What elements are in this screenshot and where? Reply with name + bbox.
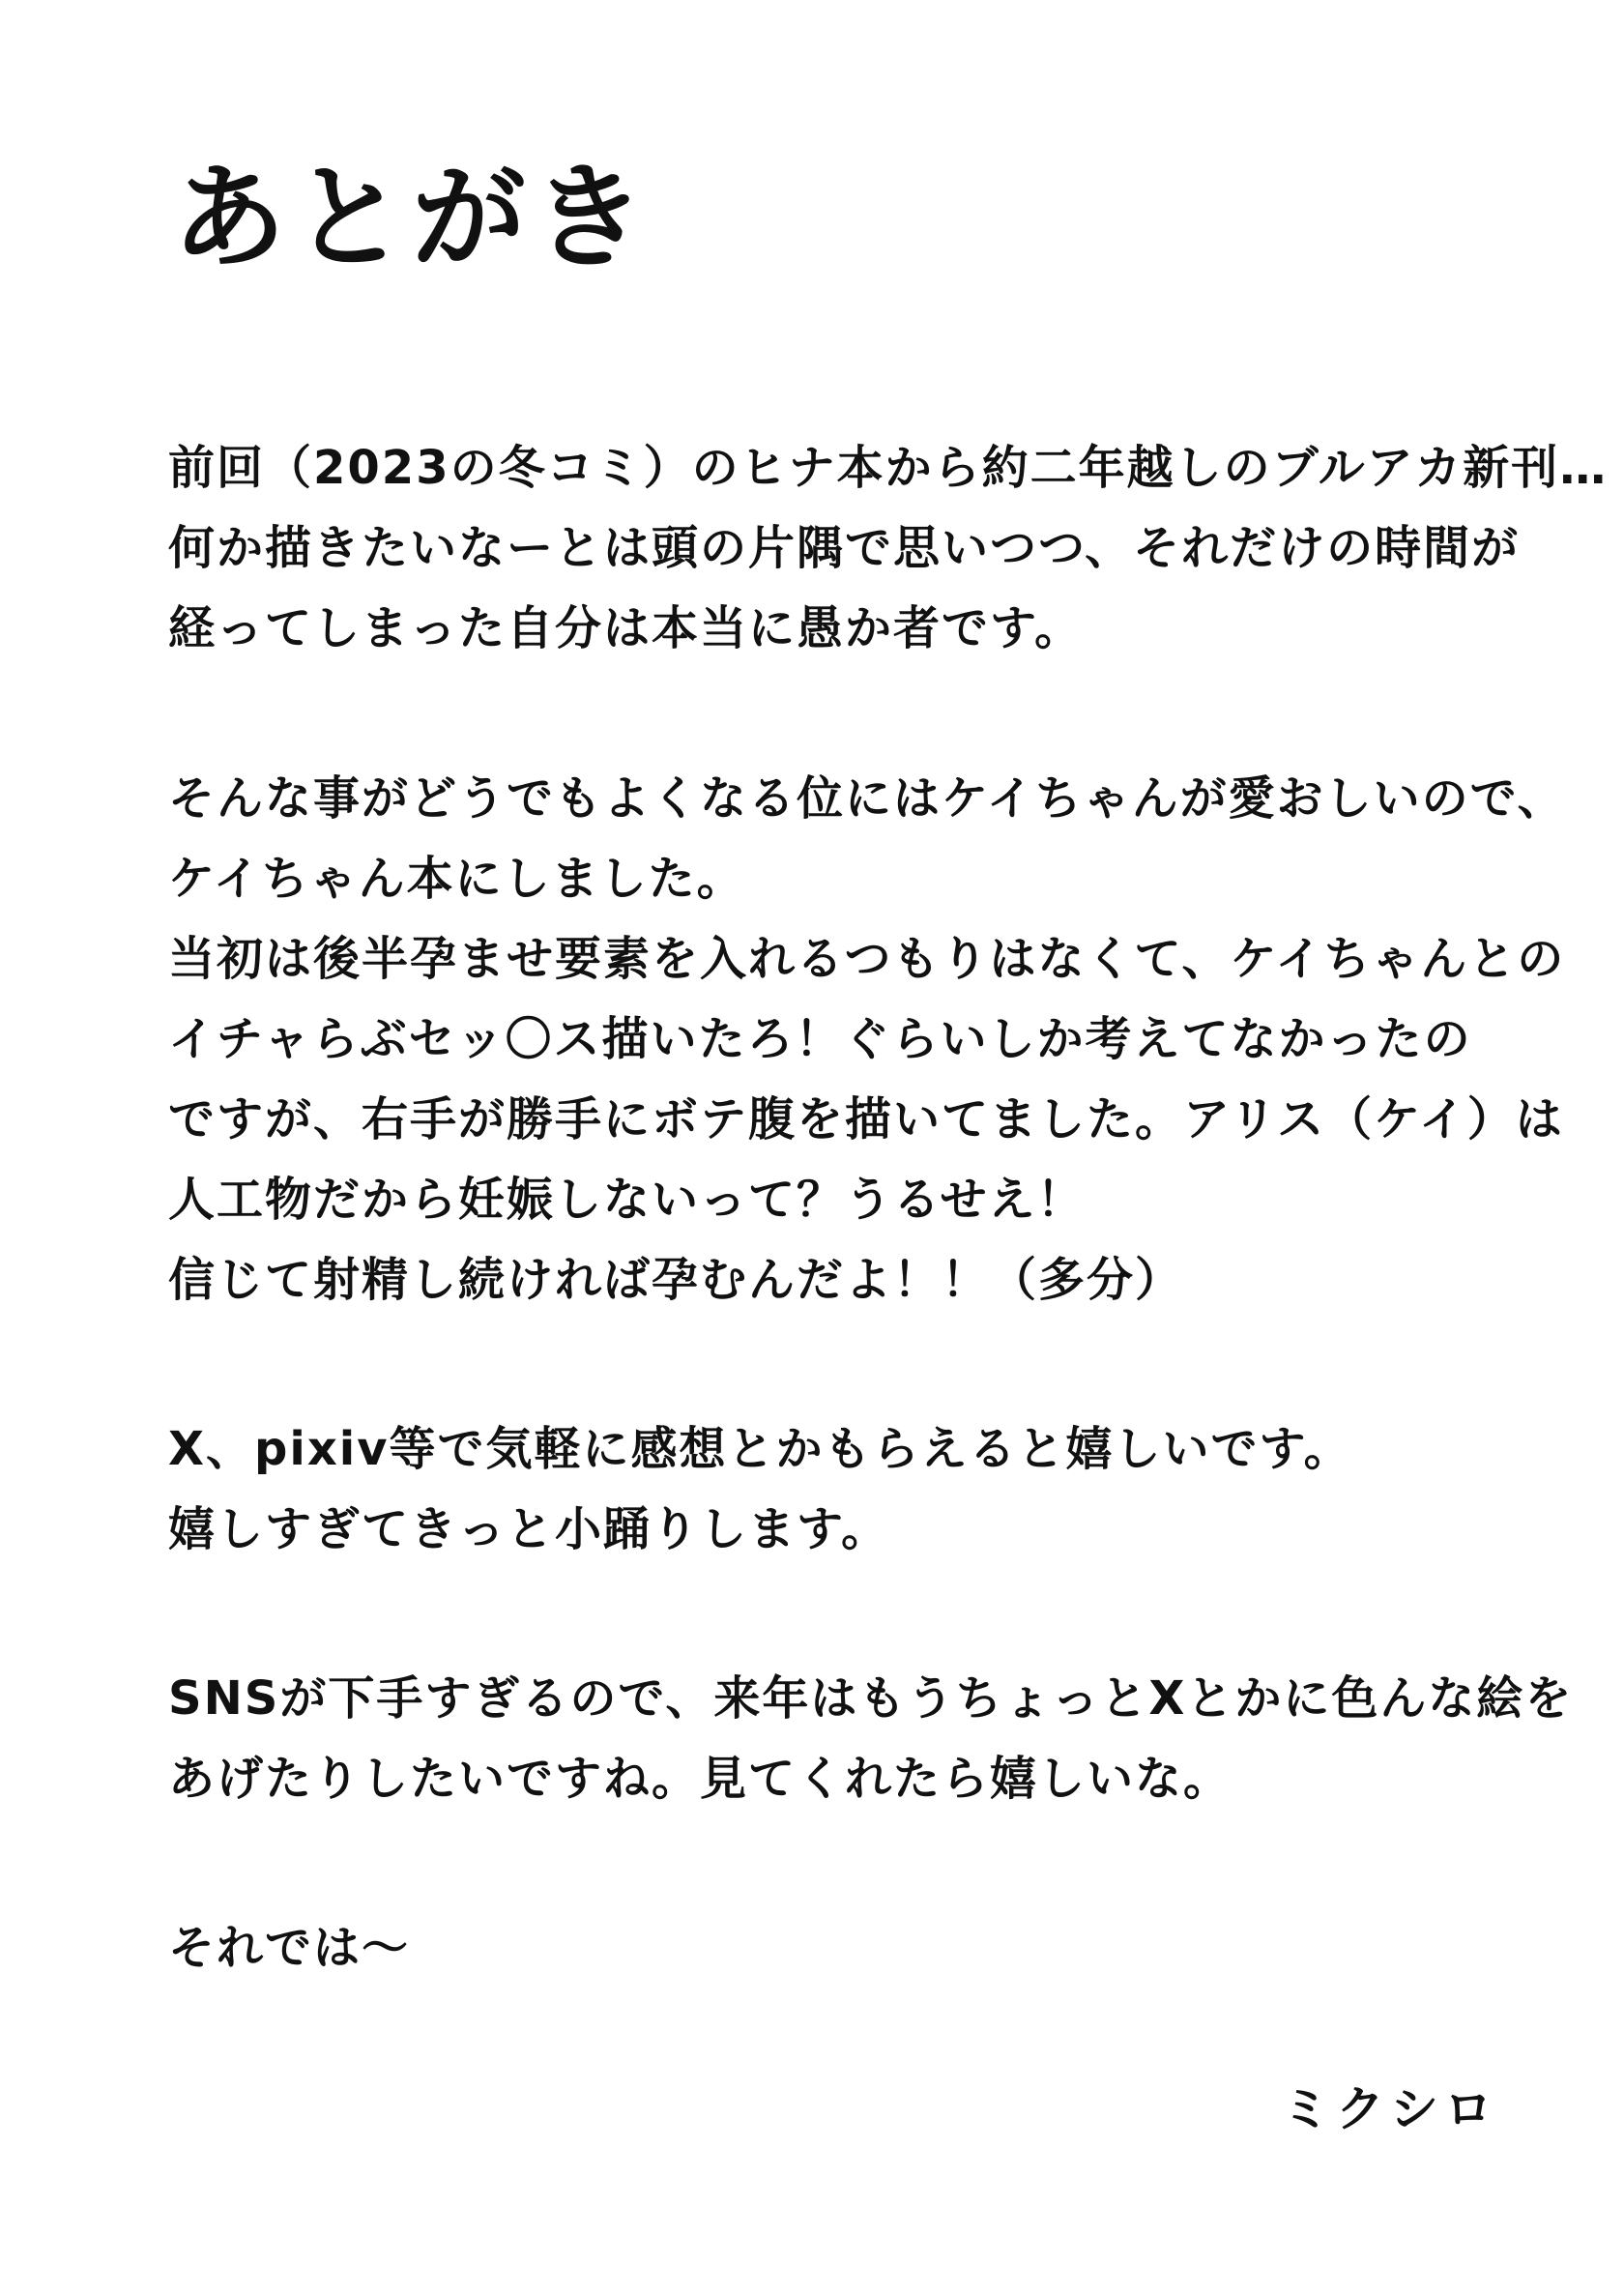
paragraph-5-line-1: それでは〜 [168, 1921, 411, 1975]
paragraph-1-line-1: 前回（2023の冬コミ）のヒナ本から約二年越しのブルアカ新刊… [168, 441, 1609, 495]
paragraph-2-line-5: ですが、右手が勝手にボテ腹を描いてました。アリス（ケイ）は [168, 1092, 1564, 1146]
paragraph-2-line-4: イチャらぶセッ〇ス描いたろ！ぐらいしか考えてなかったの [168, 1012, 1472, 1066]
author-signature: ミクシロ [1282, 2081, 1498, 2137]
paragraph-1-line-3: 経ってしまった自分は本当に愚か者です。 [168, 601, 1084, 655]
paragraph-2-line-1: そんな事がどうでもよくなる位にはケイちゃんが愛おしいので、 [168, 771, 1566, 826]
page-title: あとがき [172, 150, 652, 284]
paragraph-4-line-2: あげたりしたいですね。見てくれたら嬉しいな。 [168, 1752, 1232, 1806]
paragraph-3-line-2: 嬉しすぎてきっと小踊りします。 [168, 1502, 890, 1556]
paragraph-1-line-2: 何か描きたいなーとは頭の片隅で思いつつ、それだけの時間が [168, 521, 1521, 575]
paragraph-2-line-3: 当初は後半孕ませ要素を入れるつもりはなくて、ケイちゃんとの [168, 932, 1566, 986]
paragraph-3-line-1: X、pixiv等で気軽に感想とかもらえると嬉しいです。 [168, 1422, 1352, 1476]
paragraph-2-line-2: ケイちゃん本にしました。 [168, 852, 745, 906]
paragraph-2-line-6: 人工物だから妊娠しないって？うるせえ！ [168, 1173, 1086, 1227]
paragraph-2-line-7: 信じて射精し続ければ孕むんだよ！！（多分） [168, 1253, 1184, 1307]
paragraph-4-line-1: SNSが下手すぎるので、来年はもうちょっとXとかに色んな絵を [168, 1671, 1574, 1726]
